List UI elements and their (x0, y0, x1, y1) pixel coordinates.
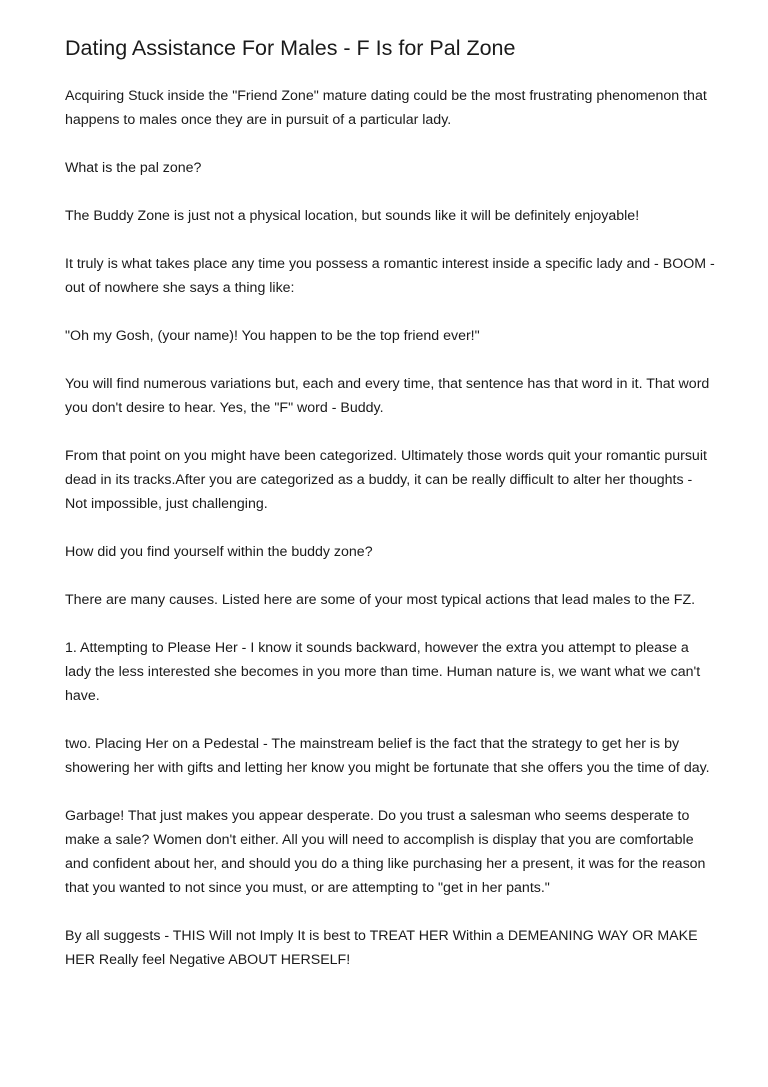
paragraph-quote: "Oh my Gosh, (your name)! You happen to be the top friend ever!" (65, 328, 480, 344)
paragraph-categorized: From that point on you might have been categorized. Ultimately those words quit your romantic pursuit dead in its tracks.After you are categorized as a buddy, it can be really difficult to alter her thoughts - Not impossible, just challenging. (65, 448, 707, 512)
paragraph-closing: By all suggests - THIS Will not Imply It is best to TREAT HER Within a DEMEANING WAY OR MAKE HER Really feel Negative ABOUT HERSELF! (65, 928, 698, 968)
paragraph-question-how: How did you find yourself within the buddy zone? (65, 544, 373, 560)
paragraph-intro: Acquiring Stuck inside the "Friend Zone" mature dating could be the most frustrating phenomenon that happens to males once they are in pursuit of a particular lady. (65, 88, 707, 128)
document-title: Dating Assistance For Males - F Is for Pal Zone (65, 36, 516, 60)
paragraph-question-pal-zone: What is the pal zone? (65, 160, 202, 176)
paragraph-buddy-zone: The Buddy Zone is just not a physical location, but sounds like it will be definitely enjoyable! (65, 208, 640, 224)
paragraph-cause-2: two. Placing Her on a Pedestal - The mainstream belief is the fact that the strategy to get her is by showering her with gifts and letting her know you might be fortunate that she offers you the time of day. (65, 736, 710, 776)
paragraph-causes: There are many causes. Listed here are some of your most typical actions that lead males to the FZ. (65, 592, 696, 608)
paragraph-variations: You will find numerous variations but, each and every time, that sentence has that word in it. That word you don't desire to hear. Yes, the "F" word - Buddy. (65, 376, 710, 416)
paragraph-cause-1: 1. Attempting to Please Her - I know it sounds backward, however the extra you attempt to please a lady the less interested she becomes in you more than time. Human nature is, we want what we can't have. (65, 640, 701, 704)
paragraph-garbage: Garbage! That just makes you appear desperate. Do you trust a salesman who seems desperate to make a sale? Women don't either. All you will need to accomplish is display that you are comfortable and confident about her, and should you do a thing like purchasing her a present, it was for the reason that you wanted to not since you must, or are attempting to "get in her pants." (65, 808, 706, 896)
paragraph-what-happens: It truly is what takes place any time you possess a romantic interest inside a specific lady and - BOOM - out of nowhere she says a thing like: (65, 256, 715, 296)
document-page (65, 34, 715, 996)
